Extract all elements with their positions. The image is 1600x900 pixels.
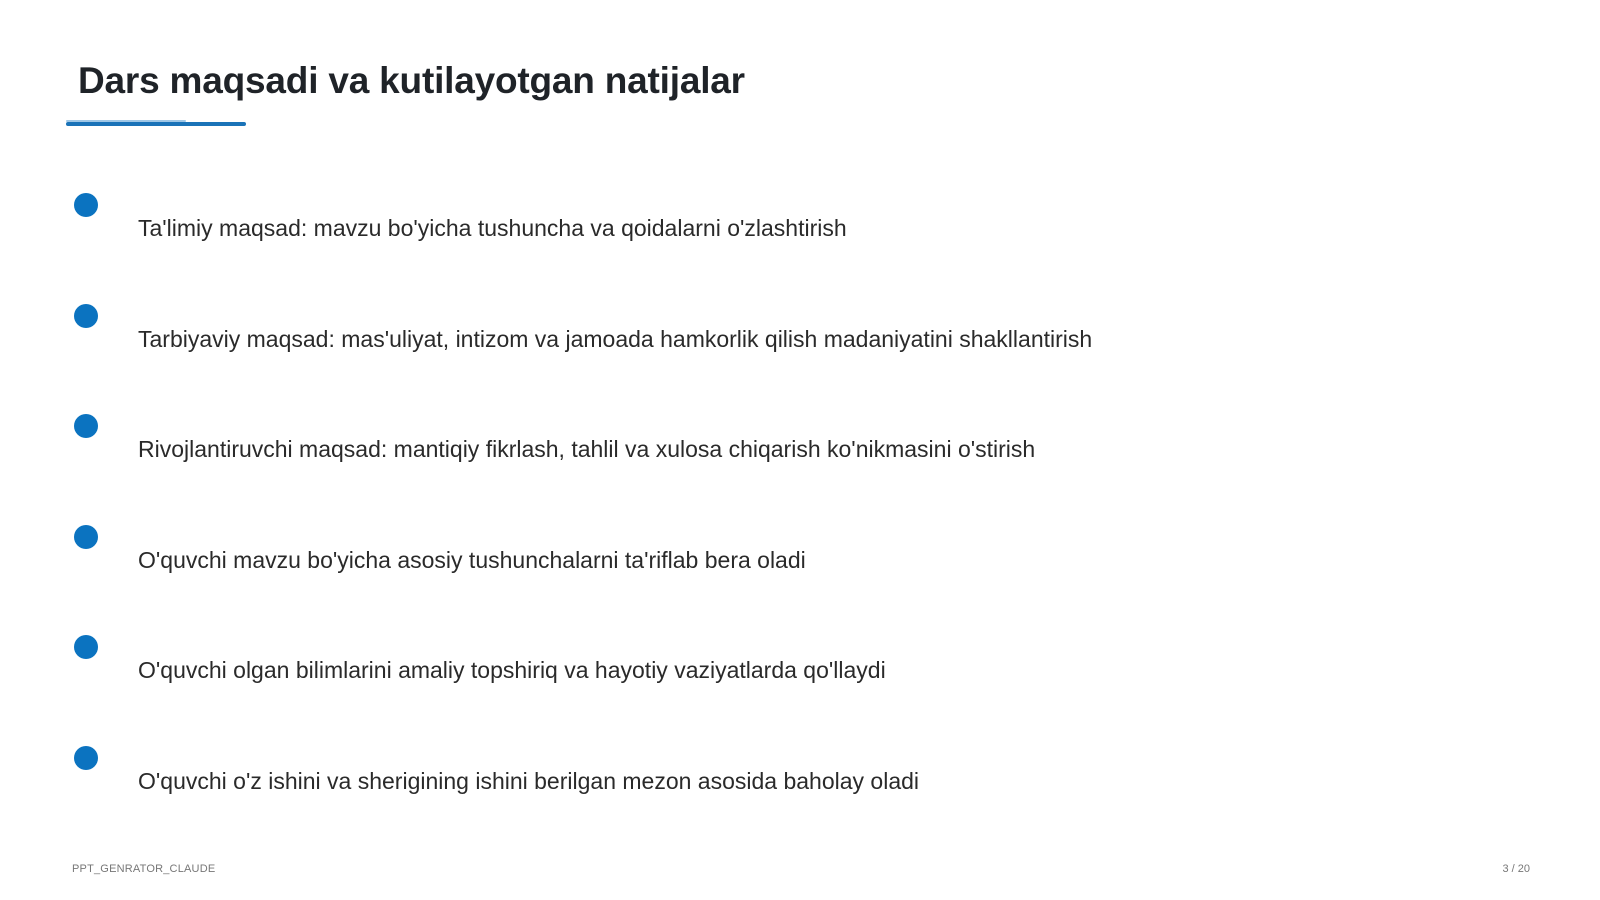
bullet-text: O'quvchi o'z ishini va sherigining ishini berilgan mezon asosida baholay oladi: [138, 768, 920, 794]
bullet-text: O'quvchi olgan bilimlarini amaliy topshiriq va hayotiy vaziyatlarda qo'llaydi: [138, 657, 886, 683]
bullet-text: Rivojlantiruvchi maqsad: mantiqiy fikrlash, tahlil va xulosa chiqarish ko'nikmasini o'stirish: [138, 436, 1036, 462]
bullet-item: [0, 525, 1600, 605]
slide-title: Dars maqsadi va kutilayotgan natijalar: [78, 60, 745, 101]
bullet-text: O'quvchi mavzu bo'yicha asosiy tushunchalarni ta'riflab bera oladi: [138, 547, 806, 573]
bullet-item: [0, 635, 1600, 715]
bullet-item: [0, 193, 1600, 273]
bullet-text: Ta'limiy maqsad: mavzu bo'yicha tushuncha va qoidalarni o'zlashtirish: [138, 215, 847, 241]
bullet-dot-icon: [74, 746, 98, 770]
bullet-dot-icon: [74, 193, 98, 217]
bullet-dot-icon: [74, 525, 98, 549]
bullet-dot-icon: [74, 304, 98, 328]
bullet-dot-icon: [74, 414, 98, 438]
bullet-text: Tarbiyaviy maqsad: mas'uliyat, intizom va jamoada hamkorlik qilish madaniyatini shakllantirish: [138, 326, 1093, 352]
bullet-item: [0, 304, 1600, 384]
footer-label: PPT_GENRATOR_CLAUDE: [72, 863, 216, 875]
bullet-item: [0, 414, 1600, 494]
bullet-dot-icon: [74, 635, 98, 659]
bullet-item: [0, 746, 1600, 826]
page-indicator: 3 / 20: [1502, 863, 1530, 875]
